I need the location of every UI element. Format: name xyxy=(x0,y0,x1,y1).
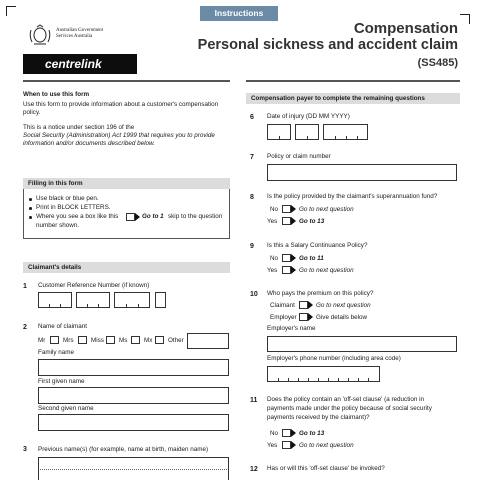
example-checkbox xyxy=(126,213,135,221)
family-name-label: Family name xyxy=(38,349,75,356)
employer-name-input[interactable] xyxy=(267,336,457,352)
q12-label: Has or will this 'off-set clause' be invoked? xyxy=(267,465,385,472)
form-code: (SS485) xyxy=(417,57,458,69)
q11-yes-goto: Go to next question xyxy=(299,442,354,449)
arrow-right-icon xyxy=(291,441,296,449)
arrow-right-icon xyxy=(135,213,140,221)
q10-label: Who pays the premium on this policy? xyxy=(267,290,374,297)
q9-yes-goto: Go to next question xyxy=(299,267,354,274)
title-ms-label: Ms xyxy=(119,337,128,344)
q11-no-goto: Go to 13 xyxy=(299,430,325,437)
title-mrs-label: Mrs xyxy=(63,337,74,344)
q11-label-2: payments made under the policy because of social security xyxy=(267,405,432,412)
family-name-input[interactable] xyxy=(38,359,229,376)
arrow-right-icon xyxy=(291,254,296,262)
brand-banner: centrelink xyxy=(23,54,137,74)
second-given-input[interactable] xyxy=(38,414,229,431)
q8-yes-label: Yes xyxy=(267,218,278,225)
arrow-right-icon xyxy=(291,217,296,225)
q8-number: 8 xyxy=(250,194,254,201)
filling-heading: Filling in this form xyxy=(23,178,230,189)
employer-phone-label: Employer's phone number (including area code) xyxy=(267,355,401,362)
when-heading: When to use this form xyxy=(23,91,90,98)
injury-day-box[interactable] xyxy=(267,124,291,140)
q7-label: Policy or claim number xyxy=(267,153,331,160)
q11-yes-checkbox[interactable] xyxy=(282,441,291,449)
q2-number: 2 xyxy=(23,324,27,331)
q11-no-label: No xyxy=(270,430,279,437)
q9-no-label: No xyxy=(270,255,279,262)
q9-no-goto: Go to 11 xyxy=(299,255,324,262)
first-given-input[interactable] xyxy=(38,387,229,404)
q6-number: 6 xyxy=(250,114,254,121)
q9-yes-checkbox[interactable] xyxy=(282,266,291,274)
title-miss-checkbox[interactable] xyxy=(106,336,115,344)
q9-no-checkbox[interactable] xyxy=(282,254,291,262)
gov-line-2: Services Australia xyxy=(56,34,93,40)
q11-label-1: Does the policy contain an 'off-set clause' (a reduction in xyxy=(267,396,425,403)
q11-yes-label: Yes xyxy=(267,442,278,449)
rule-left xyxy=(23,80,230,82)
title-line-2: Personal sickness and accident claim xyxy=(197,37,458,53)
injury-year-box[interactable] xyxy=(323,124,368,140)
title-mrs-checkbox[interactable] xyxy=(78,336,87,344)
arrow-right-icon xyxy=(308,313,313,321)
bullet xyxy=(29,198,32,201)
filling-goto: Go to 1 xyxy=(142,213,164,220)
q9-number: 9 xyxy=(250,243,254,250)
intro-para-2-line-1: This is a notice under section 196 of the xyxy=(23,124,135,131)
crop-mark-top-left xyxy=(6,6,16,16)
injury-month-box[interactable] xyxy=(295,124,319,140)
policy-number-input[interactable] xyxy=(267,164,457,181)
arrow-right-icon xyxy=(291,205,296,213)
q12-number: 12 xyxy=(250,466,258,473)
filling-bullet-2: Print in BLOCK LETTERS. xyxy=(36,204,111,211)
q8-label: Is the policy provided by the claimant's superannuation fund? xyxy=(267,193,438,200)
q11-label-3: payments received by the claimant)? xyxy=(267,414,370,421)
title-mr-checkbox[interactable] xyxy=(50,336,59,344)
q3-number: 3 xyxy=(23,446,27,453)
title-mx-checkbox[interactable] xyxy=(155,336,164,344)
q11-number: 11 xyxy=(250,397,258,404)
crn-box-2[interactable] xyxy=(76,292,110,308)
q8-yes-checkbox[interactable] xyxy=(282,217,291,225)
rule-right xyxy=(246,80,460,82)
crn-box-1[interactable] xyxy=(38,292,72,308)
second-given-label: Second given name xyxy=(38,405,94,412)
q1-number: 1 xyxy=(23,283,27,290)
filling-bullet-1: Use black or blue pen. xyxy=(36,195,99,202)
q1-label: Customer Reference Number (if known) xyxy=(38,282,150,289)
title-line-1: Compensation xyxy=(353,20,458,37)
title-other-label: Other xyxy=(168,337,184,344)
employer-phone-input[interactable] xyxy=(267,366,380,382)
title-miss-label: Miss xyxy=(91,337,104,344)
bullet xyxy=(29,207,32,210)
q8-no-goto: Go to next question xyxy=(299,206,354,213)
q9-label: Is this a Salary Continuance Policy? xyxy=(267,242,368,249)
title-mr-label: Mr xyxy=(38,337,46,344)
intro-para-2-line-2: Social Security (Administration) Act 1999 that requires you to provide information and/or documents described below. xyxy=(23,132,215,148)
q10-employer-checkbox[interactable] xyxy=(299,313,308,321)
arrow-right-icon xyxy=(308,301,313,309)
bullet xyxy=(29,216,32,219)
q2-label: Name of claimant xyxy=(38,323,87,330)
instructions-tab[interactable]: Instructions xyxy=(200,6,278,21)
filling-bullet-3b: skip to the question xyxy=(168,213,223,220)
q10-employer-label: Employer xyxy=(270,314,297,321)
form-title xyxy=(198,20,458,70)
arrow-right-icon xyxy=(291,266,296,274)
q10-claimant-checkbox[interactable] xyxy=(299,301,308,309)
writing-line xyxy=(40,469,227,470)
title-ms-checkbox[interactable] xyxy=(131,336,140,344)
title-other-input[interactable] xyxy=(187,333,229,349)
filling-bullet-3a: Where you see a box like this xyxy=(36,213,119,220)
q8-no-label: No xyxy=(270,206,279,213)
payer-heading: Compensation payer to complete the remaining questions xyxy=(246,93,460,104)
employer-name-label: Employer's name xyxy=(267,325,316,332)
q7-number: 7 xyxy=(250,154,254,161)
logo xyxy=(23,24,137,76)
q10-claimant-label: Claimant xyxy=(270,302,295,309)
arrow-right-icon xyxy=(291,429,296,437)
q8-yes-goto: Go to 13 xyxy=(299,218,325,225)
title-mx-label: Mx xyxy=(144,337,153,344)
q11-no-checkbox[interactable] xyxy=(282,429,291,437)
q6-label: Date of injury (DD MM YYYY) xyxy=(267,113,350,120)
q8-no-checkbox[interactable] xyxy=(282,205,291,213)
filling-bullet-3c: number shown. xyxy=(36,222,80,229)
intro-para-1: Use this form to provide information about a customer's compensation policy. xyxy=(23,101,219,117)
crn-box-3[interactable] xyxy=(114,292,150,308)
gov-line-1: Australian Government xyxy=(56,28,104,33)
q10-claimant-goto: Go to next question xyxy=(316,302,371,309)
q10-employer-goto: Give details below xyxy=(316,314,368,321)
crn-box-4[interactable] xyxy=(155,292,166,308)
q3-label: Previous name(s) (for example, name at birth, maiden name) xyxy=(38,446,209,453)
q10-number: 10 xyxy=(250,291,258,298)
claimant-heading: Claimant's details xyxy=(23,262,230,273)
first-given-label: First given name xyxy=(38,378,85,385)
q9-yes-label: Yes xyxy=(267,267,278,274)
government-crest-icon xyxy=(27,24,53,46)
crop-mark-top-right xyxy=(460,14,470,24)
government-name xyxy=(56,28,103,41)
